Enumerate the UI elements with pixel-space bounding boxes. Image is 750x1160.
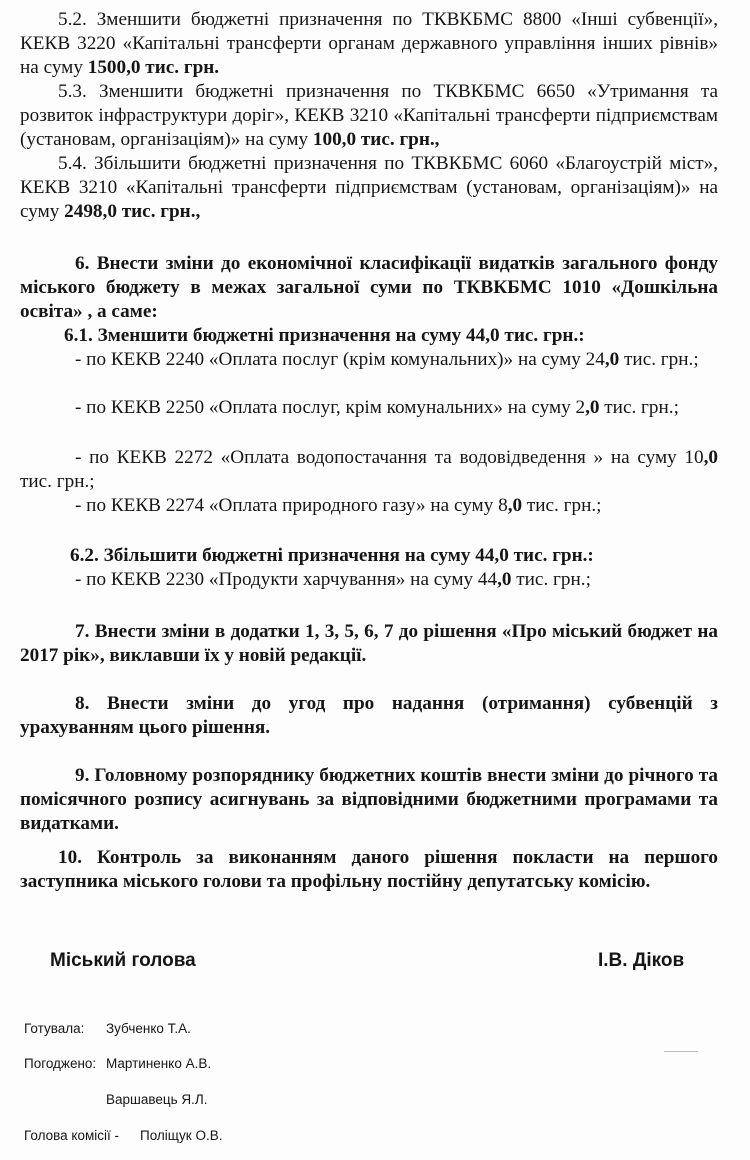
- item-5-3-text: 5.3. Зменшити бюджетні призначення по ТКВКБМС 6650 «Утримання та розвиток інфраструктури доріг», КЕКВ 3210 «Капітальні трансферти підприємствам (установам, організаціям)» на суму: [20, 81, 718, 150]
- chair-name: Поліщук О.В.: [140, 1128, 223, 1143]
- prepared-name: Зубченко Т.А.: [106, 1021, 191, 1036]
- item-5-4-amount: 2498,0 тис. грн.,: [64, 201, 201, 222]
- item-6-1-line-3: - по КЕКВ 2272 «Оплата водопостачання та водовідведення » на суму 10,0 тис. грн.;: [20, 447, 718, 492]
- agreed-name-1: Мартиненко А.В.: [106, 1056, 212, 1071]
- item-5-3-amount: 100,0 тис. грн.,: [312, 129, 440, 150]
- item-6: 6. Внести зміни до економічної класифікації видатків загального фонду міського бюджету в межах загальної суми по ТКВКБМС 1010 «Дошкільна освіта» , а саме:: [20, 253, 718, 322]
- item-5-2: [20, 8, 718, 80]
- chair-label: Голова комісії -: [24, 1128, 120, 1143]
- scan-mark: [664, 1051, 698, 1052]
- item-7: 7. Внести зміни в додатки 1, 3, 5, 6, 7 до рішення «Про міський бюджет на 2017 рік», виклавши їх у новій редакції.: [20, 621, 718, 666]
- item-8: 8. Внести зміни до угод про надання (отримання) субвенцій з урахуванням цього рішення.: [20, 693, 718, 738]
- item-5-2-amount: 1500,0 тис. грн.: [87, 57, 220, 78]
- agreed-label: Погоджено:: [24, 1056, 97, 1071]
- item-10: 10. Контроль за виконанням даного рішення покласти на першого заступника міського голови та профільну постійну депутатську комісію.: [20, 847, 718, 892]
- signature-title: Міський голова: [50, 950, 196, 971]
- signature-name: І.В. Діков: [598, 950, 685, 971]
- item-6-1-heading: 6.1. Зменшити бюджетні призначення на суму 44,0 тис. грн.:: [64, 325, 585, 346]
- item-5-4: [20, 152, 718, 224]
- item-6-2-line-1: - по КЕКВ 2230 «Продукти харчування» на суму 44,0 тис. грн.;: [75, 569, 591, 590]
- agreed-name-2: Варшавець Я.Л.: [106, 1092, 208, 1107]
- item-5-2-text: 5.2. Зменшити бюджетні призначення по ТКВКБМС 8800 «Інші субвенції», КЕКВ 3220 «Капітальні трансферти органам державного управління інших рівнів» на суму: [20, 9, 718, 78]
- prepared-label: Готувала:: [24, 1021, 85, 1036]
- item-6-1-line-1: - по КЕКВ 2240 «Оплата послуг (крім комунальних)» на суму 24,0 тис. грн.;: [75, 349, 699, 370]
- item-6-1-line-4: - по КЕКВ 2274 «Оплата природного газу» на суму 8,0 тис. грн.;: [75, 495, 602, 516]
- item-5-3: [20, 80, 718, 152]
- item-5-4-text: 5.4. Збільшити бюджетні призначення по ТКВКБМС 6060 «Благоустрій міст», КЕКВ 3210 «Капітальні трансферти підприємствам (установам, організаціям)» на суму: [20, 153, 718, 222]
- item-6-1-line-2: - по КЕКВ 2250 «Оплата послуг, крім комунальних» на суму 2,0 тис. грн.;: [75, 397, 679, 418]
- item-6-2-heading: 6.2. Збільшити бюджетні призначення на суму 44,0 тис. грн.:: [70, 545, 594, 566]
- item-9: 9. Головному розпоряднику бюджетних коштів внести зміни до річного та помісячного розпису асигнувань за відповідними бюджетними програмами та видатками.: [20, 765, 718, 834]
